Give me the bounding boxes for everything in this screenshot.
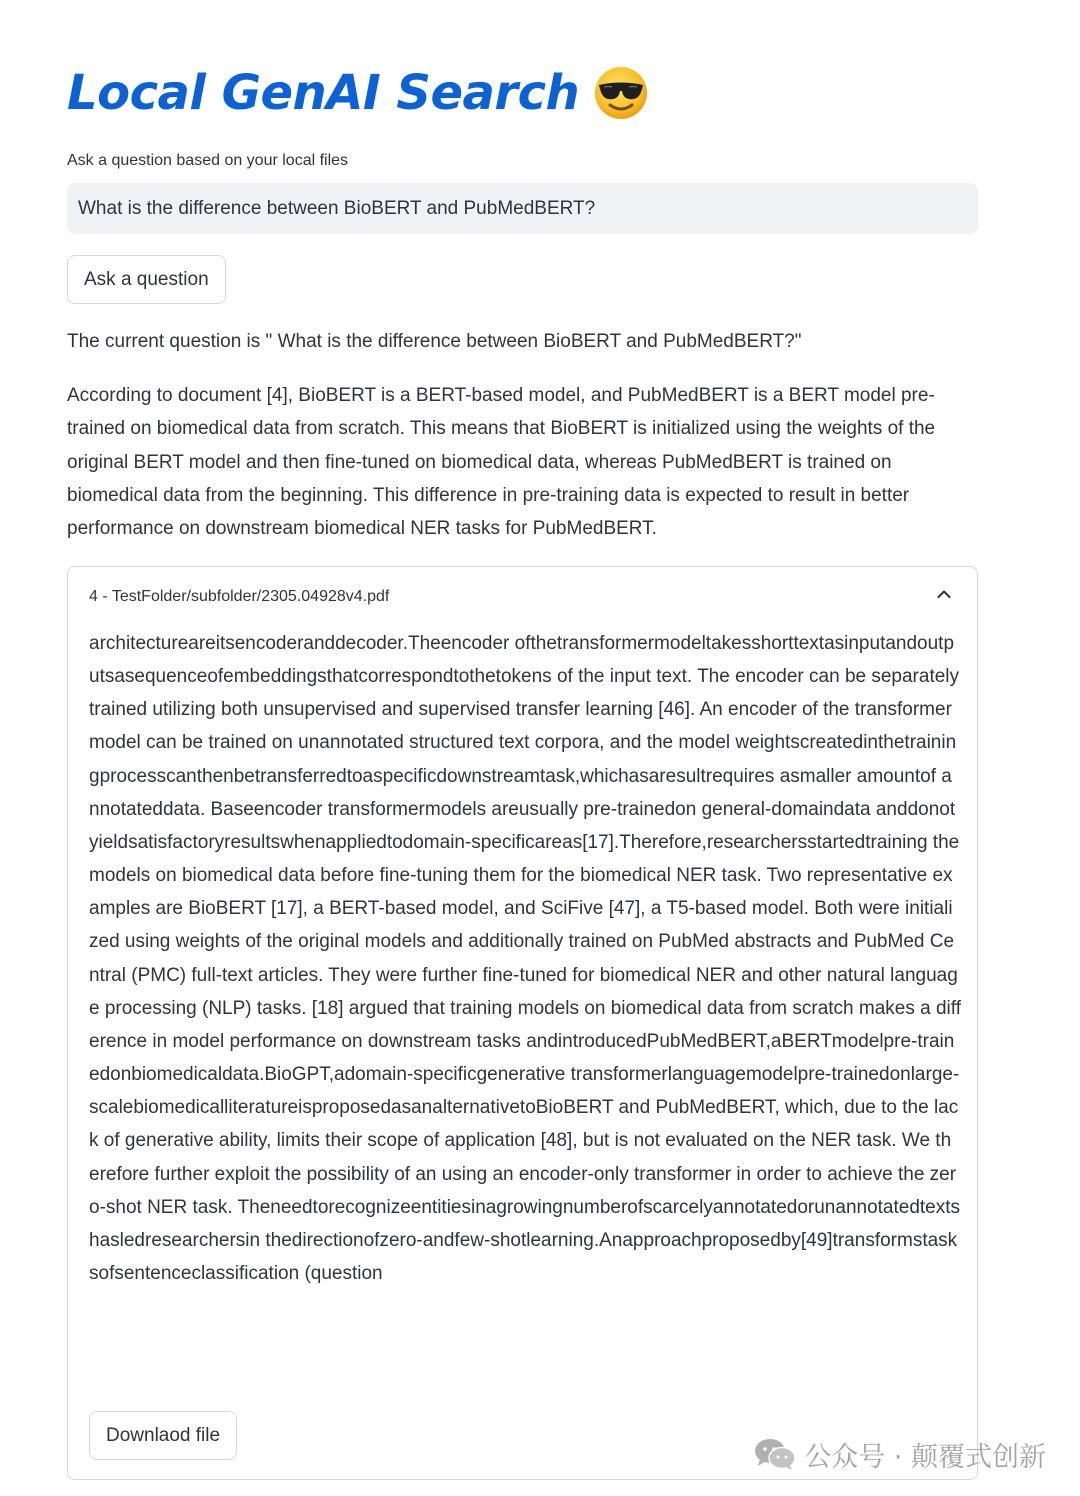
chevron-up-icon[interactable] [937,589,951,599]
smiling-face-with-sunglasses-icon [593,65,649,121]
source-document-excerpt: architectureareitsencoderanddecoder.Theencoder ofthetransformermodeltakesshorttextasinputandoutputsasequenceofembeddingsthatcorrespondtothetokens of the input text. The encoder can be separately trained utilizing both unsupervised and supervised transfer learning [46]. An encoder of the transformer model can be trained on unannotated structured text corpora, and the model weightscreatedinthetrainingprocesscanthenbetransferredtoaspecificdownstreamtask,whichasaresultrequires asmaller amountof annotateddata. Baseencoder transformermodels areusually pre-trainedon general-domaindata anddonotyieldsatisfactoryresultswhenappliedtodomain-specificareas[17].Therefore,researchersstartedtraining the models on biomedical data before fine-tuning them for the biomedical NER task. Two representative examples are BioBERT [17], a BERT-based model, and SciFive [47], a T5-based model. Both were initialized using weights of the original models and additionally trained on PubMed abstracts and PubMed Central (PMC) full-text articles. They were further fine-tuned for biomedical NER and other natural language processing (NLP) tasks. [18] argued that training models on biomedical data from scratch makes a difference in model performance on downstream tasks andintroducedPubMedBERT,aBERTmodelpre-trainedonbiomedicaldata.BioGPT,adomain-specificgenerative transformerlanguagemodelpre-trainedonlarge-scalebiomedicalliteratureisproposedasanalternativetoBioBERT and PubMedBERT, which, due to the lack of generative ability, limits their scope of application [48], but is not evaluated on the NER task. We therefore further exploit the possibility of an using an encoder-only transformer in order to achieve the zero-shot NER task. Theneedtorecognizeentitiesinagrowingnumberofscarcelyannotatedorunannotatedtextshasledresearchersin thedirectionofzero-andfew-shotlearning.Anapproachproposedby[49]transformstasksofsentenceclassification (question [89,633,961,1284]
title-row [67,58,649,128]
wechat-icon [754,1437,796,1471]
download-file-button[interactable]: Downlaod file [89,1411,237,1460]
source-document-expander [67,566,978,1480]
source-document-title: 4 - TestFolder/subfolder/2305.04928v4.pdf [89,588,390,605]
question-input[interactable] [67,183,978,234]
answer-text: According to document [4], BioBERT is a BERT-based model, and PubMedBERT is a BERT model pre-trained on biomedical data from scratch. This means that BioBERT is initialized using the weights of the original BERT model and then fine-tuned on biomedical data, whereas PubMedBERT is trained on biomedical data from the beginning. This difference in pre-training data is expected to result in better performance on downstream biomedical NER tasks for PubMedBERT. [67,385,936,540]
watermark [754,1434,1046,1474]
question-input-label: Ask a question based on your local files [67,152,349,169]
watermark-text: 公众号 · 颠覆式创新 [804,1441,1046,1473]
current-question-text: The current question is " What is the difference between BioBERT and PubMedBERT?" [67,331,802,352]
ask-question-button[interactable]: Ask a question [67,255,226,304]
source-document-expander-header[interactable] [68,567,977,625]
page-title: Local GenAI Search [67,65,580,121]
